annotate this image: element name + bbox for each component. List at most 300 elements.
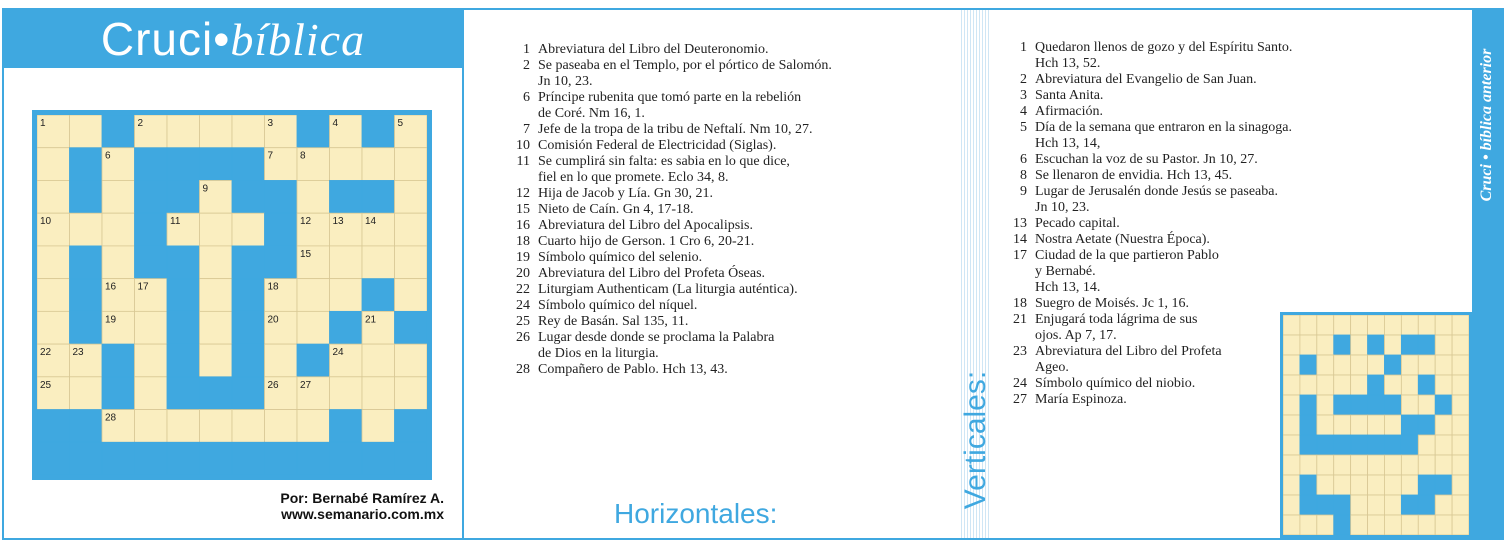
grid-cell-block: [1384, 395, 1401, 415]
grid-cell-open[interactable]: [1418, 435, 1435, 455]
grid-cell-block: [102, 344, 135, 377]
cell-number: 27: [300, 379, 312, 391]
grid-cell-open[interactable]: [1368, 455, 1385, 475]
grid-cell-open[interactable]: [1334, 315, 1351, 335]
grid-cell-block: [362, 115, 395, 148]
clue-line: Príncipe rubenita que tomó parte en la rebelión: [538, 90, 802, 105]
grid-cell-block: [362, 180, 395, 213]
grid-cell-block: [135, 148, 168, 181]
grid-cell-open[interactable]: [1317, 475, 1334, 495]
grid-cell-block: [70, 246, 103, 279]
clue-text: [538, 138, 922, 154]
clue-line: Jn 10, 23.: [538, 74, 593, 89]
cell-number: 16: [105, 281, 117, 293]
clue-number: 4: [1020, 104, 1027, 119]
grid-cell-block: [1401, 415, 1418, 435]
cell-number: 28: [105, 412, 117, 424]
grid-cell-open[interactable]: [1452, 315, 1469, 335]
clue-number: 18: [516, 234, 530, 249]
grid-cell-open[interactable]: [1317, 355, 1334, 375]
clue-line: Abreviatura del Evangelio de San Juan.: [1035, 72, 1257, 87]
clue-text: [1035, 152, 1379, 168]
grid-cell-open[interactable]: [1435, 375, 1452, 395]
grid-cell-open[interactable]: [1300, 315, 1317, 335]
grid-cell-block: [167, 311, 200, 344]
grid-cell-open[interactable]: [1452, 395, 1469, 415]
grid-cell-open[interactable]: [167, 410, 200, 443]
cell-number: 21: [365, 314, 377, 326]
grid-cell-open[interactable]: [70, 377, 103, 410]
cell-number: 4: [332, 118, 339, 129]
grid-cell-block: [1435, 475, 1452, 495]
grid-cell-open[interactable]: [1351, 415, 1368, 435]
clue-line: Suegro de Moisés. Jc 1, 16.: [1035, 296, 1189, 311]
grid-cell-open[interactable]: [1435, 435, 1452, 455]
grid-cell-open[interactable]: [1368, 475, 1385, 495]
credit-block: [280, 490, 444, 522]
grid-cell-open[interactable]: [330, 148, 363, 181]
grid-cell-block: [167, 180, 200, 213]
clue-item: [999, 72, 1379, 88]
grid-cell-block: [330, 442, 363, 475]
grid-cell-open[interactable]: [1283, 375, 1300, 395]
clue-text: [538, 58, 922, 90]
grid-cell-open[interactable]: [37, 311, 70, 344]
cell-number: 24: [332, 347, 344, 359]
grid-cell-block: [135, 246, 168, 279]
clue-number: 18: [1013, 296, 1027, 311]
grid-cell-open[interactable]: [1317, 375, 1334, 395]
grid-cell-open[interactable]: [1384, 335, 1401, 355]
grid-cell-open[interactable]: [37, 246, 70, 279]
clue-text: [538, 122, 922, 138]
grid-cell-block: [1300, 395, 1317, 415]
grid-cell-open[interactable]: [200, 410, 233, 443]
cell-number: 10: [40, 216, 52, 228]
clue-line: Abreviatura del Libro del Apocalipsis.: [538, 218, 753, 233]
grid-cell-block: [232, 377, 265, 410]
clue-item: [502, 314, 922, 330]
clue-line: Abreviatura del Libro del Deuteronomio.: [538, 42, 769, 57]
grid-cell-block: [1368, 395, 1385, 415]
grid-cell-block: [362, 279, 395, 312]
clue-line: Escuchan la voz de su Pastor. Jn 10, 27.: [1035, 152, 1258, 167]
grid-cell-open[interactable]: [37, 279, 70, 312]
cell-number: 17: [137, 281, 149, 293]
grid-cell-open[interactable]: [70, 115, 103, 148]
cell-number: 20: [267, 314, 279, 326]
horizontales-heading: Horizontales:: [614, 498, 778, 529]
clue-line: y Bernabé.: [1035, 264, 1096, 279]
grid-cell-open[interactable]: [1300, 515, 1317, 535]
grid-cell-open[interactable]: [200, 213, 233, 246]
title-part-1: Cruci: [100, 13, 214, 65]
grid-cell-open[interactable]: [395, 246, 428, 279]
grid-cell-open[interactable]: [1368, 415, 1385, 435]
clue-text: [1035, 216, 1379, 232]
clue-line: Se llenaron de envidia. Hch 13, 45.: [1035, 168, 1233, 183]
clue-text: [1035, 104, 1379, 120]
clue-number: 19: [516, 250, 530, 265]
grid-cell-open[interactable]: [1435, 335, 1452, 355]
cell-number: 26: [267, 379, 279, 391]
clue-item: [502, 234, 922, 250]
clue-text: [1035, 88, 1379, 104]
clue-line: de Dios en la liturgia.: [538, 346, 659, 361]
clue-item: [502, 138, 922, 154]
clue-number: 6: [1020, 152, 1027, 167]
grid-cell-open[interactable]: [1384, 475, 1401, 495]
grid-cell-open[interactable]: [1435, 515, 1452, 535]
clue-number: 6: [523, 90, 530, 105]
grid-cell-open[interactable]: [1368, 495, 1385, 515]
grid-cell-open[interactable]: [1351, 355, 1368, 375]
grid-cell-open[interactable]: [1435, 455, 1452, 475]
grid-cell-open[interactable]: [1317, 315, 1334, 335]
grid-cell-open[interactable]: [1452, 415, 1469, 435]
grid-cell-open[interactable]: [1283, 515, 1300, 535]
clue-text: [538, 282, 922, 298]
previous-solution-svg: [1283, 315, 1469, 535]
cell-number: 19: [105, 314, 117, 326]
clue-number: 16: [516, 218, 530, 233]
grid-cell-open[interactable]: [1300, 335, 1317, 355]
grid-cell-block: [1300, 355, 1317, 375]
clue-item: [999, 248, 1379, 296]
grid-cell-open[interactable]: [1452, 335, 1469, 355]
clue-line: ojos. Ap 7, 17.: [1035, 328, 1117, 343]
clue-line: Jn 10, 23.: [1035, 200, 1090, 215]
grid-cell-open[interactable]: [297, 410, 330, 443]
grid-cell-open[interactable]: [1368, 515, 1385, 535]
clue-line: Se cumplirá sin falta: es sabia en lo que dice,: [538, 154, 790, 169]
grid-cell-open[interactable]: [395, 344, 428, 377]
grid-cell-open[interactable]: [330, 377, 363, 410]
grid-cell-open[interactable]: [1300, 375, 1317, 395]
clue-item: [502, 122, 922, 138]
clue-number: 2: [1020, 72, 1027, 87]
grid-cell-open[interactable]: [70, 213, 103, 246]
grid-cell-block: [232, 246, 265, 279]
cell-number: 15: [300, 248, 312, 260]
clue-line: Día de la semana que entraron en la sinagoga.: [1035, 120, 1292, 135]
grid-cell-open[interactable]: [1283, 435, 1300, 455]
grid-cell-open[interactable]: [1452, 355, 1469, 375]
grid-cell-block: [1368, 375, 1385, 395]
grid-cell-open[interactable]: [1283, 475, 1300, 495]
grid-cell-open[interactable]: [1384, 455, 1401, 475]
grid-cell-open[interactable]: [395, 148, 428, 181]
crossword-grid: [32, 110, 432, 480]
clue-number: 7: [523, 122, 530, 137]
cell-number: 14: [365, 216, 377, 228]
grid-cell-open[interactable]: [1418, 455, 1435, 475]
clue-line: Jefe de la tropa de la tribu de Neftalí. Nm 10, 27.: [538, 122, 813, 137]
clue-item: [502, 202, 922, 218]
clue-item: [502, 298, 922, 314]
clue-number: 8: [1020, 168, 1027, 183]
grid-cell-open[interactable]: [297, 180, 330, 213]
title-dot: •: [213, 13, 231, 65]
clue-number: 26: [516, 330, 530, 345]
grid-cell-open[interactable]: [1317, 395, 1334, 415]
clue-item: [999, 168, 1379, 184]
grid-cell-open[interactable]: [1401, 395, 1418, 415]
grid-cell-block: [1368, 335, 1385, 355]
cell-number: 1: [40, 118, 46, 129]
clue-line: Afirmación.: [1035, 104, 1104, 119]
grid-cell-open[interactable]: [1351, 515, 1368, 535]
grid-cell-open[interactable]: [362, 377, 395, 410]
cell-number: 3: [267, 118, 274, 129]
grid-cell-block: [1418, 415, 1435, 435]
grid-cell-open[interactable]: [297, 311, 330, 344]
grid-cell-open[interactable]: [37, 180, 70, 213]
grid-cell-open[interactable]: [1452, 375, 1469, 395]
grid-cell-open[interactable]: [37, 148, 70, 181]
grid-cell-block: [232, 279, 265, 312]
grid-cell-block: [232, 148, 265, 181]
clue-text: [538, 90, 922, 122]
clue-text: [538, 186, 922, 202]
grid-cell-open[interactable]: [265, 344, 298, 377]
grid-cell-open[interactable]: [362, 410, 395, 443]
clue-line: Ciudad de la que partieron Pablo: [1035, 248, 1219, 263]
cell-number: 6: [105, 150, 111, 162]
grid-cell-open[interactable]: [1351, 335, 1368, 355]
clue-number: 5: [1020, 120, 1027, 135]
author-credit: Por: Bernabé Ramírez A.: [280, 490, 444, 506]
grid-cell-block: [70, 148, 103, 181]
grid-cell-open[interactable]: [1368, 355, 1385, 375]
grid-cell-block: [1351, 395, 1368, 415]
grid-cell-block: [200, 442, 233, 475]
grid-cell-open[interactable]: [102, 213, 135, 246]
grid-cell-block: [1334, 435, 1351, 455]
grid-cell-open[interactable]: [232, 410, 265, 443]
clue-line: de Coré. Nm 16, 1.: [538, 106, 645, 121]
grid-cell-block: [1334, 515, 1351, 535]
clue-item: [999, 152, 1379, 168]
grid-cell-block: [232, 311, 265, 344]
cell-number: 11: [170, 216, 181, 228]
clue-text: [1035, 72, 1379, 88]
grid-cell-open[interactable]: [1334, 415, 1351, 435]
clue-line: Símbolo químico del níquel.: [538, 298, 698, 313]
grid-cell-block: [1418, 375, 1435, 395]
grid-cell-open[interactable]: [1384, 415, 1401, 435]
clue-number: 23: [1013, 344, 1027, 359]
grid-cell-open[interactable]: [1334, 475, 1351, 495]
clue-number: 28: [516, 362, 530, 377]
grid-cell-open[interactable]: [1283, 395, 1300, 415]
grid-cell-open[interactable]: [200, 246, 233, 279]
grid-cell-open[interactable]: [1452, 475, 1469, 495]
grid-cell-open[interactable]: [232, 115, 265, 148]
clue-text: [1035, 184, 1379, 216]
grid-cell-open[interactable]: [1283, 335, 1300, 355]
grid-cell-open[interactable]: [1384, 495, 1401, 515]
grid-cell-open[interactable]: [1418, 355, 1435, 375]
clue-item: [502, 218, 922, 234]
grid-cell-block: [70, 410, 103, 443]
clue-item: [999, 88, 1379, 104]
grid-cell-block: [395, 311, 428, 344]
grid-cell-open[interactable]: [1418, 315, 1435, 335]
title-part-2: bíblica: [230, 14, 366, 65]
grid-cell-block: [1300, 435, 1317, 455]
grid-cell-open[interactable]: [395, 213, 428, 246]
grid-cell-open[interactable]: [1334, 455, 1351, 475]
clue-text: [1035, 168, 1379, 184]
clue-number: 24: [516, 298, 530, 313]
grid-cell-open[interactable]: [135, 377, 168, 410]
grid-cell-open[interactable]: [1401, 355, 1418, 375]
grid-cell-open[interactable]: [1283, 355, 1300, 375]
grid-cell-open[interactable]: [1435, 355, 1452, 375]
clue-line: Cuarto hijo de Gerson. 1 Cro 6, 20-21.: [538, 234, 755, 249]
grid-cell-open[interactable]: [1401, 515, 1418, 535]
grid-cell-open[interactable]: [1317, 455, 1334, 475]
side-label: Cruci • bíblica anterior: [1478, 48, 1495, 202]
grid-cell-block: [1401, 495, 1418, 515]
grid-cell-block: [330, 311, 363, 344]
clue-number: 20: [516, 266, 530, 281]
grid-cell-block: [167, 442, 200, 475]
grid-cell-open[interactable]: [200, 344, 233, 377]
grid-cell-open[interactable]: [1283, 455, 1300, 475]
grid-cell-open[interactable]: [1317, 515, 1334, 535]
crossword-grid-svg: [37, 115, 427, 475]
grid-cell-open[interactable]: [200, 279, 233, 312]
grid-cell-open[interactable]: [1283, 415, 1300, 435]
grid-cell-open[interactable]: [1418, 515, 1435, 535]
clue-line: Abreviatura del Libro del Profeta: [1035, 344, 1222, 359]
grid-cell-open[interactable]: [265, 410, 298, 443]
grid-cell-open[interactable]: [1334, 355, 1351, 375]
grid-cell-open[interactable]: [330, 279, 363, 312]
grid-cell-open[interactable]: [395, 377, 428, 410]
grid-cell-open[interactable]: [1300, 455, 1317, 475]
grid-cell-open[interactable]: [1283, 315, 1300, 335]
grid-cell-block: [395, 442, 428, 475]
grid-cell-open[interactable]: [1384, 375, 1401, 395]
clue-item: [502, 186, 922, 202]
clue-number: 22: [516, 282, 530, 297]
grid-cell-open[interactable]: [297, 279, 330, 312]
grid-cell-block: [265, 180, 298, 213]
grid-cell-open[interactable]: [135, 410, 168, 443]
clue-line: Símbolo químico del niobio.: [1035, 376, 1196, 391]
clue-line: Símbolo químico del selenio.: [538, 250, 703, 265]
grid-cell-open[interactable]: [1435, 315, 1452, 335]
clue-number: 10: [516, 138, 530, 153]
clue-number: 15: [516, 202, 530, 217]
grid-cell-open[interactable]: [362, 344, 395, 377]
grid-cell-open[interactable]: [1351, 475, 1368, 495]
grid-cell-open[interactable]: [1317, 415, 1334, 435]
clue-item: [502, 266, 922, 282]
grid-cell-open[interactable]: [362, 148, 395, 181]
grid-cell-block: [1317, 495, 1334, 515]
clue-line: Lugar desde donde se proclama la Palabra: [538, 330, 775, 345]
cell-number: 23: [72, 347, 84, 359]
previous-solution-grid: [1280, 312, 1472, 538]
grid-cell-open[interactable]: [135, 311, 168, 344]
grid-cell-open[interactable]: [1317, 335, 1334, 355]
grid-cell-open[interactable]: [1384, 315, 1401, 335]
grid-cell-open[interactable]: [395, 279, 428, 312]
horizontal-clues-panel: [464, 10, 962, 538]
grid-cell-block: [330, 410, 363, 443]
clue-text: [538, 250, 922, 266]
cell-number: 9: [202, 183, 209, 195]
grid-cell-open[interactable]: [232, 213, 265, 246]
grid-cell-block: [167, 279, 200, 312]
grid-cell-open[interactable]: [135, 344, 168, 377]
grid-cell-open[interactable]: [1283, 495, 1300, 515]
grid-cell-open[interactable]: [102, 246, 135, 279]
grid-cell-block: [232, 442, 265, 475]
grid-cell-open[interactable]: [1401, 375, 1418, 395]
clue-item: [502, 362, 922, 378]
grid-cell-open[interactable]: [200, 311, 233, 344]
grid-cell-open[interactable]: [1401, 455, 1418, 475]
grid-cell-block: [1384, 355, 1401, 375]
clue-line: Hch 13, 14,: [1035, 136, 1101, 151]
clue-item: [999, 232, 1379, 248]
grid-cell-block: [200, 148, 233, 181]
clue-item: [502, 42, 922, 58]
clue-line: Hija de Jacob y Lía. Gn 30, 21.: [538, 186, 713, 201]
grid-cell-open[interactable]: [1334, 375, 1351, 395]
grid-cell-open[interactable]: [1351, 455, 1368, 475]
cell-number: 2: [137, 118, 144, 129]
grid-cell-open[interactable]: [1418, 395, 1435, 415]
grid-cell-open[interactable]: [1452, 495, 1469, 515]
grid-cell-open[interactable]: [330, 246, 363, 279]
grid-cell-open[interactable]: [1452, 455, 1469, 475]
grid-cell-open[interactable]: [200, 115, 233, 148]
grid-cell-open[interactable]: [1351, 375, 1368, 395]
clue-number: 14: [1013, 232, 1027, 247]
clue-number: 13: [1013, 216, 1027, 231]
cell-number: 22: [40, 347, 52, 359]
grid-cell-open[interactable]: [1435, 415, 1452, 435]
grid-cell-block: [70, 180, 103, 213]
grid-cell-open[interactable]: [1401, 475, 1418, 495]
grid-cell-block: [1300, 415, 1317, 435]
grid-cell-open[interactable]: [1351, 315, 1368, 335]
grid-cell-open[interactable]: [395, 180, 428, 213]
clue-line: Santa Anita.: [1035, 88, 1104, 103]
grid-cell-open[interactable]: [1452, 435, 1469, 455]
grid-cell-open[interactable]: [167, 115, 200, 148]
grid-cell-open[interactable]: [1401, 315, 1418, 335]
grid-cell-block: [167, 148, 200, 181]
clue-item: [999, 184, 1379, 216]
grid-cell-open[interactable]: [1351, 495, 1368, 515]
grid-cell-open[interactable]: [1435, 495, 1452, 515]
grid-cell-open[interactable]: [102, 180, 135, 213]
grid-cell-open[interactable]: [362, 246, 395, 279]
grid-cell-open[interactable]: [1368, 315, 1385, 335]
grid-cell-block: [297, 344, 330, 377]
clue-line: Nostra Aetate (Nuestra Época).: [1035, 232, 1210, 247]
grid-cell-open[interactable]: [1384, 515, 1401, 535]
cell-number: 8: [300, 150, 306, 162]
grid-cell-open[interactable]: [1452, 515, 1469, 535]
